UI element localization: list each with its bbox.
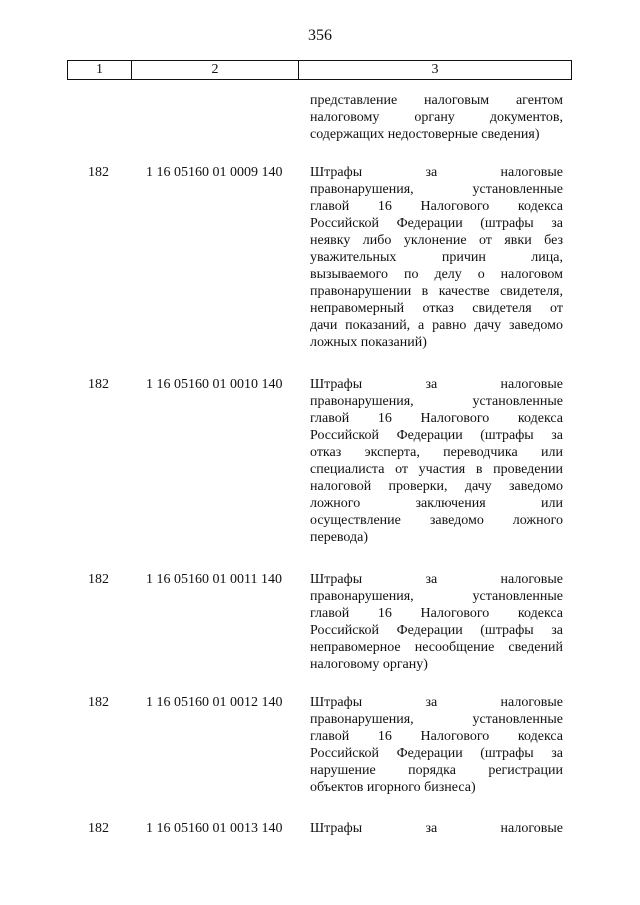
description-line xyxy=(310,109,563,126)
description-line: отказ эксперта, переводчика или xyxy=(310,445,563,460)
description-line xyxy=(310,711,563,728)
description-word: Штрафы xyxy=(310,695,363,710)
income-description xyxy=(310,820,563,837)
description-word: налоговые xyxy=(500,377,563,392)
revenue-admin-code: 182 xyxy=(88,165,109,180)
description-word: установленные xyxy=(472,182,563,197)
description-word: налоговые xyxy=(500,821,563,836)
column-header-1: 1 xyxy=(68,61,132,80)
description-word: заведомо xyxy=(429,513,484,528)
description-line: дачи показаний, а равно дачу заведомо xyxy=(310,318,563,333)
budget-classification-code: 1 16 05160 01 0011 140 xyxy=(146,572,282,587)
description-word: нарушение xyxy=(310,763,376,778)
income-description xyxy=(310,694,563,796)
description-word: установленные xyxy=(472,712,563,727)
description-word: агентом xyxy=(515,93,563,108)
revenue-admin-code: 182 xyxy=(88,695,109,710)
description-line xyxy=(310,605,563,622)
description-word: правонарушения, xyxy=(310,589,414,604)
description-word: осуществление xyxy=(310,513,401,528)
description-word: правонарушения, xyxy=(310,394,414,409)
description-line: вызываемого по делу о налоговом xyxy=(310,267,563,282)
description-word: главой xyxy=(310,606,350,621)
description-word: Штрафы xyxy=(310,572,363,587)
description-line: неправомерный отказ свидетеля от xyxy=(310,301,563,316)
description-word: кодекса xyxy=(517,606,563,621)
description-line: специалиста от участия в проведении xyxy=(310,462,563,477)
description-word: Налогового xyxy=(420,606,490,621)
income-description xyxy=(310,164,563,351)
description-word: за xyxy=(425,695,438,710)
description-word: документов, xyxy=(489,110,563,125)
description-word: главой xyxy=(310,729,350,744)
description-word: или xyxy=(541,496,563,511)
description-word: лица, xyxy=(531,250,563,265)
description-word: за xyxy=(425,821,438,836)
description-word: правонарушения, xyxy=(310,712,414,727)
column-header-table xyxy=(67,60,572,80)
description-word: главой xyxy=(310,411,350,426)
description-line xyxy=(310,495,563,512)
description-line: содержащих недостоверные сведения) xyxy=(310,127,540,142)
description-word: 16 xyxy=(377,606,392,621)
revenue-admin-code: 182 xyxy=(88,821,109,836)
description-word: ложного xyxy=(310,496,361,511)
description-line: ложных показаний) xyxy=(310,335,427,350)
description-line xyxy=(310,164,563,181)
description-line: налоговому органу) xyxy=(310,657,428,672)
description-word: Штрафы xyxy=(310,821,363,836)
description-word: правонарушения, xyxy=(310,182,414,197)
description-line xyxy=(310,376,563,393)
income-description xyxy=(310,571,563,673)
description-line: перевода) xyxy=(310,530,369,545)
column-header-2: 2 xyxy=(132,61,299,80)
description-word: Налогового xyxy=(420,411,490,426)
description-word: органу xyxy=(414,110,455,125)
description-line: налоговой проверки, дачу заведомо xyxy=(310,479,563,494)
continuation-text xyxy=(310,92,563,143)
description-word: за xyxy=(425,572,438,587)
description-word: за xyxy=(425,377,438,392)
description-word: причин xyxy=(441,250,486,265)
description-word: 16 xyxy=(377,411,392,426)
description-word: заключения xyxy=(415,496,486,511)
description-line: Российской Федерации (штрафы за xyxy=(310,428,563,443)
description-word: Штрафы xyxy=(310,165,363,180)
description-line: неявку либо уклонение от явки без xyxy=(310,233,563,248)
revenue-admin-code: 182 xyxy=(88,377,109,392)
description-word: налоговые xyxy=(500,572,563,587)
description-line xyxy=(310,588,563,605)
description-line xyxy=(310,198,563,215)
description-line xyxy=(310,249,563,266)
description-word: Налогового xyxy=(420,729,490,744)
description-line: неправомерное несообщение сведений xyxy=(310,640,563,655)
description-word: кодекса xyxy=(517,199,563,214)
income-description xyxy=(310,376,563,546)
description-line xyxy=(310,694,563,711)
description-line xyxy=(310,181,563,198)
budget-classification-code: 1 16 05160 01 0012 140 xyxy=(146,695,283,710)
description-word: регистрации xyxy=(488,763,563,778)
description-line: Российской Федерации (штрафы за xyxy=(310,623,563,638)
description-word: кодекса xyxy=(517,729,563,744)
budget-classification-code: 1 16 05160 01 0013 140 xyxy=(146,821,283,836)
column-header-row xyxy=(68,61,572,80)
description-word: налоговые xyxy=(500,695,563,710)
description-line: объектов игорного бизнеса) xyxy=(310,780,476,795)
description-word: порядка xyxy=(408,763,456,778)
description-line xyxy=(310,762,563,779)
description-line xyxy=(310,728,563,745)
description-line xyxy=(310,393,563,410)
description-word: 16 xyxy=(377,729,392,744)
description-word: установленные xyxy=(472,589,563,604)
description-line: правонарушении в качестве свидетеля, xyxy=(310,284,563,299)
description-word: за xyxy=(425,165,438,180)
description-word: уважительных xyxy=(310,250,397,265)
description-line xyxy=(310,92,563,109)
description-line xyxy=(310,820,563,837)
description-line xyxy=(310,571,563,588)
description-line xyxy=(310,512,563,529)
description-line: Российской Федерации (штрафы за xyxy=(310,216,563,231)
description-line: Российской Федерации (штрафы за xyxy=(310,746,563,761)
description-word: ложного xyxy=(512,513,563,528)
description-word: налоговые xyxy=(500,165,563,180)
description-word: кодекса xyxy=(517,411,563,426)
revenue-admin-code: 182 xyxy=(88,572,109,587)
description-line xyxy=(310,410,563,427)
description-word: установленные xyxy=(472,394,563,409)
description-word: налоговым xyxy=(424,93,490,108)
budget-classification-code: 1 16 05160 01 0010 140 xyxy=(146,377,283,392)
description-word: представление xyxy=(310,93,398,108)
description-word: налоговому xyxy=(310,110,380,125)
page-number: 356 xyxy=(308,27,332,44)
description-word: Штрафы xyxy=(310,377,363,392)
column-header-3: 3 xyxy=(299,61,572,80)
description-word: 16 xyxy=(377,199,392,214)
description-word: главой xyxy=(310,199,350,214)
budget-classification-code: 1 16 05160 01 0009 140 xyxy=(146,165,283,180)
description-word: Налогового xyxy=(420,199,490,214)
